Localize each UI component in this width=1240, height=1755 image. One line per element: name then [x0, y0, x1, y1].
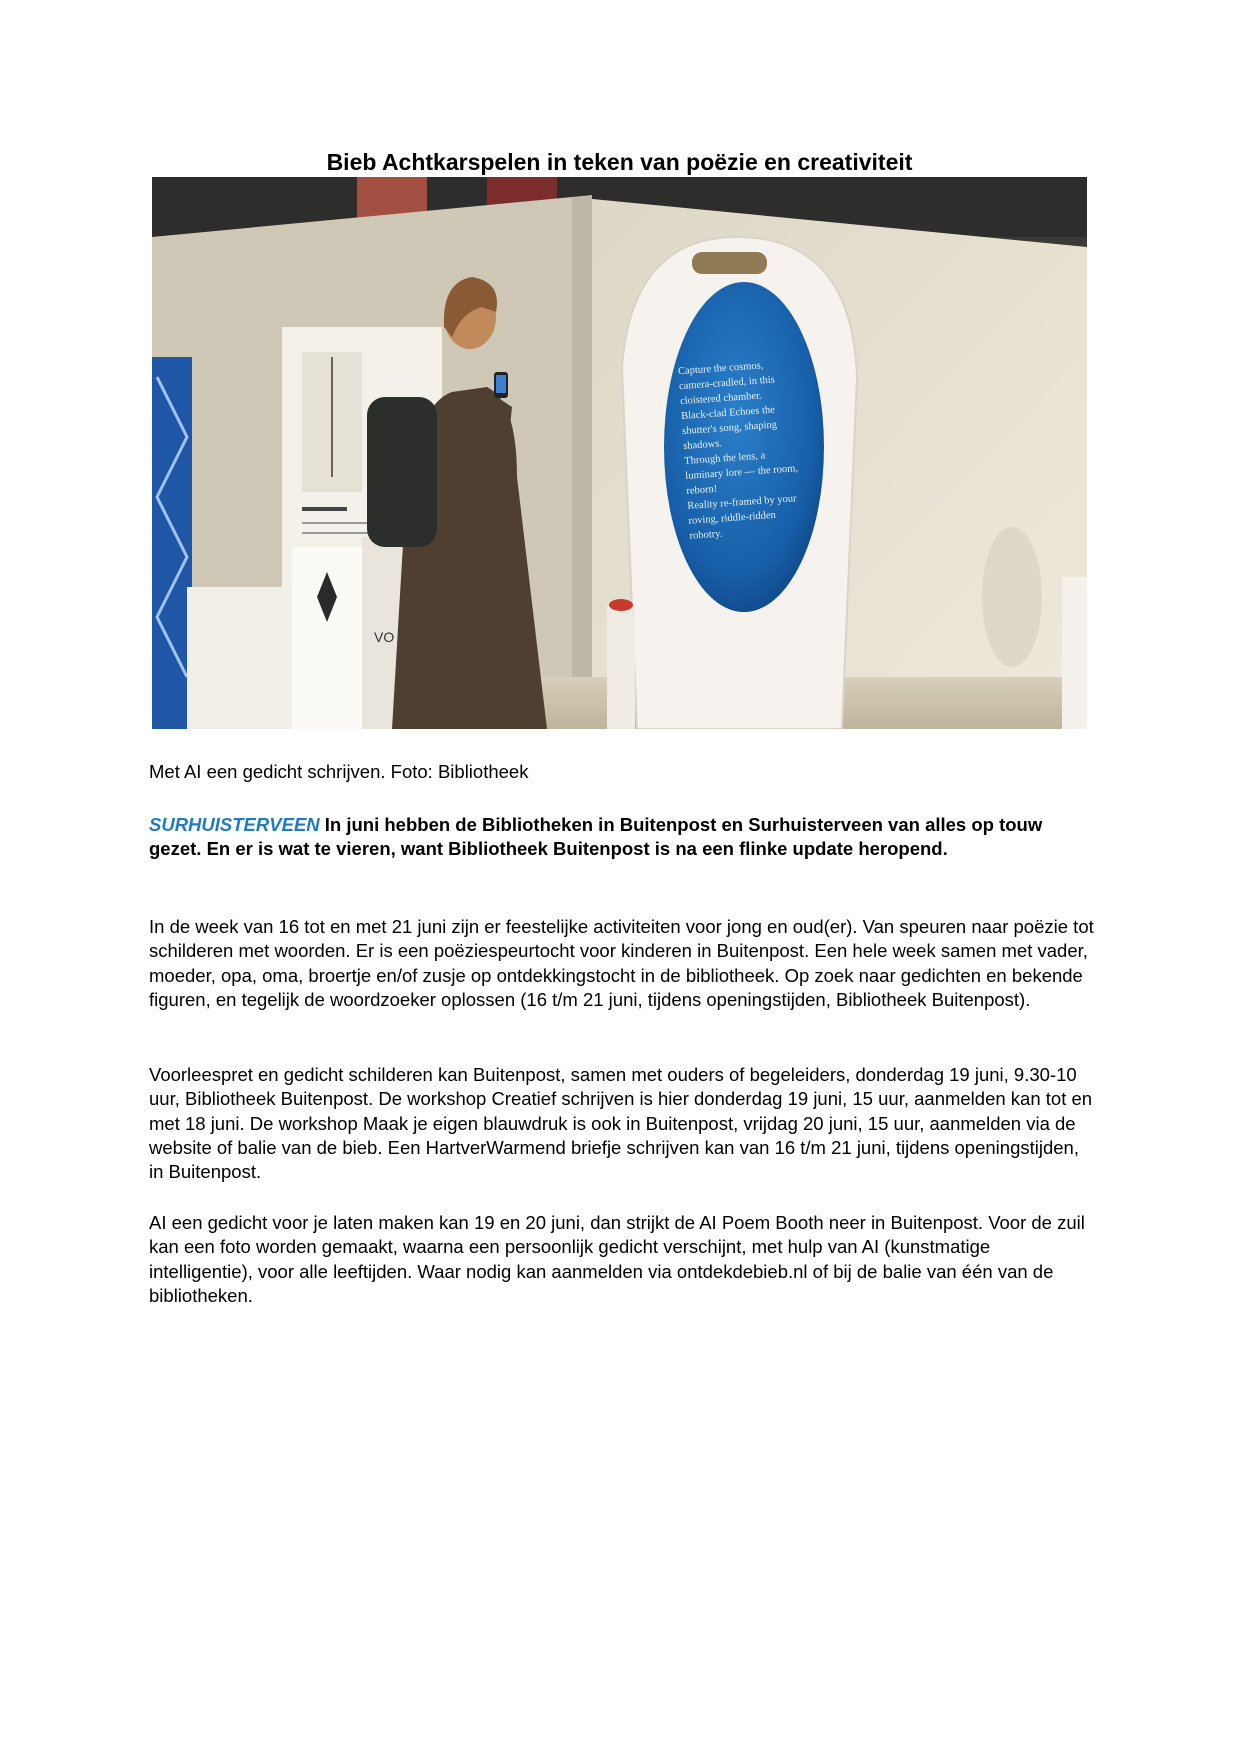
photo-caption: Met AI een gedicht schrijven. Foto: Bibliotheek	[149, 761, 529, 782]
lead-paragraph	[149, 813, 1094, 862]
backpack	[367, 397, 437, 547]
body-paragraph: In de week van 16 tot en met 21 juni zijn er feestelijke activiteiten voor jong en oud(er). Van speuren naar poëzie tot schilderen met woorden. Er is een poëziespeurtocht voor kinderen in Buitenpost. Een hele week samen met vader, moeder, opa, oma, broertje en/of zusje op ontdekkingstocht in de bibliotheek. Op zoek naar gedichten en bekende figuren, en tegelijk de woordzoeker oplossen (16 t/m 21 juni, tijdens openingstijden, Bibliotheek Buitenpost).	[149, 916, 1094, 1010]
poem-line: luminary lore — the room,	[685, 463, 799, 482]
lead-text: In juni hebben de Bibliotheken in Buitenpost en Surhuisterveen van alles op touw gezet. En er is wat te vieren, want Bibliotheek Buitenpost is na een flinke update heropend.	[149, 814, 1043, 860]
poem-line: Through the lens, a	[683, 450, 766, 468]
poem-line: Capture the cosmos,	[677, 360, 764, 378]
poem-line: roving, riddle-ridden	[688, 509, 777, 527]
booth-button	[609, 599, 633, 611]
dateline: SURHUISTERVEEN	[149, 814, 320, 835]
poem-line: reborn!	[686, 483, 718, 497]
page-title: Bieb Achtkarspelen in teken van poëzie en creativiteit	[326, 149, 913, 175]
ai-poem-booth	[607, 237, 857, 729]
poem-line: robotry.	[689, 528, 723, 542]
pillar-text: VO	[374, 629, 395, 645]
poem-line: Black-clad Echoes the	[680, 404, 776, 423]
poem-line: cloistered chamber.	[679, 390, 762, 408]
poem-line: camera-cradled, in this	[678, 374, 776, 393]
poem-line: Reality re-framed by your	[687, 493, 797, 512]
body-paragraph: Voorleespret en gedicht schilderen kan Buitenpost, samen met ouders of begeleiders, donderdag 19 juni, 9.30-10 uur, Bibliotheek Buitenpost. De workshop Creatief schrijven is hier donderdag 19 juni, 15 uur, aanmelden kan tot en met 18 juni. De workshop Maak je eigen blauwdruk is ook in Buitenpost, vrijdag 20 juni, 15 uur, aanmelden via de website of balie van de bieb. Een HartverWarmend briefje schrijven kan van 16 t/m 21 juni, tijdens openingstijden, in Buitenpost.	[149, 1064, 1093, 1183]
body-paragraph: AI een gedicht voor je laten maken kan 19 en 20 juni, dan strijkt de AI Poem Booth neer in Buitenpost. Voor de zuil kan een foto worden gemaakt, waarna een persoonlijk gedicht verschijnt, met hulp van AI (kunstmatige intelligentie), voor alle leeftijden. Waar nodig kan aanmelden via ontdekdebieb.nl of bij de balie van één van de bibliotheken.	[149, 1212, 1085, 1306]
poem-line: shutter's song, shaping	[681, 419, 778, 438]
poem-line: shadows.	[682, 438, 723, 453]
article-photo	[152, 177, 1087, 729]
